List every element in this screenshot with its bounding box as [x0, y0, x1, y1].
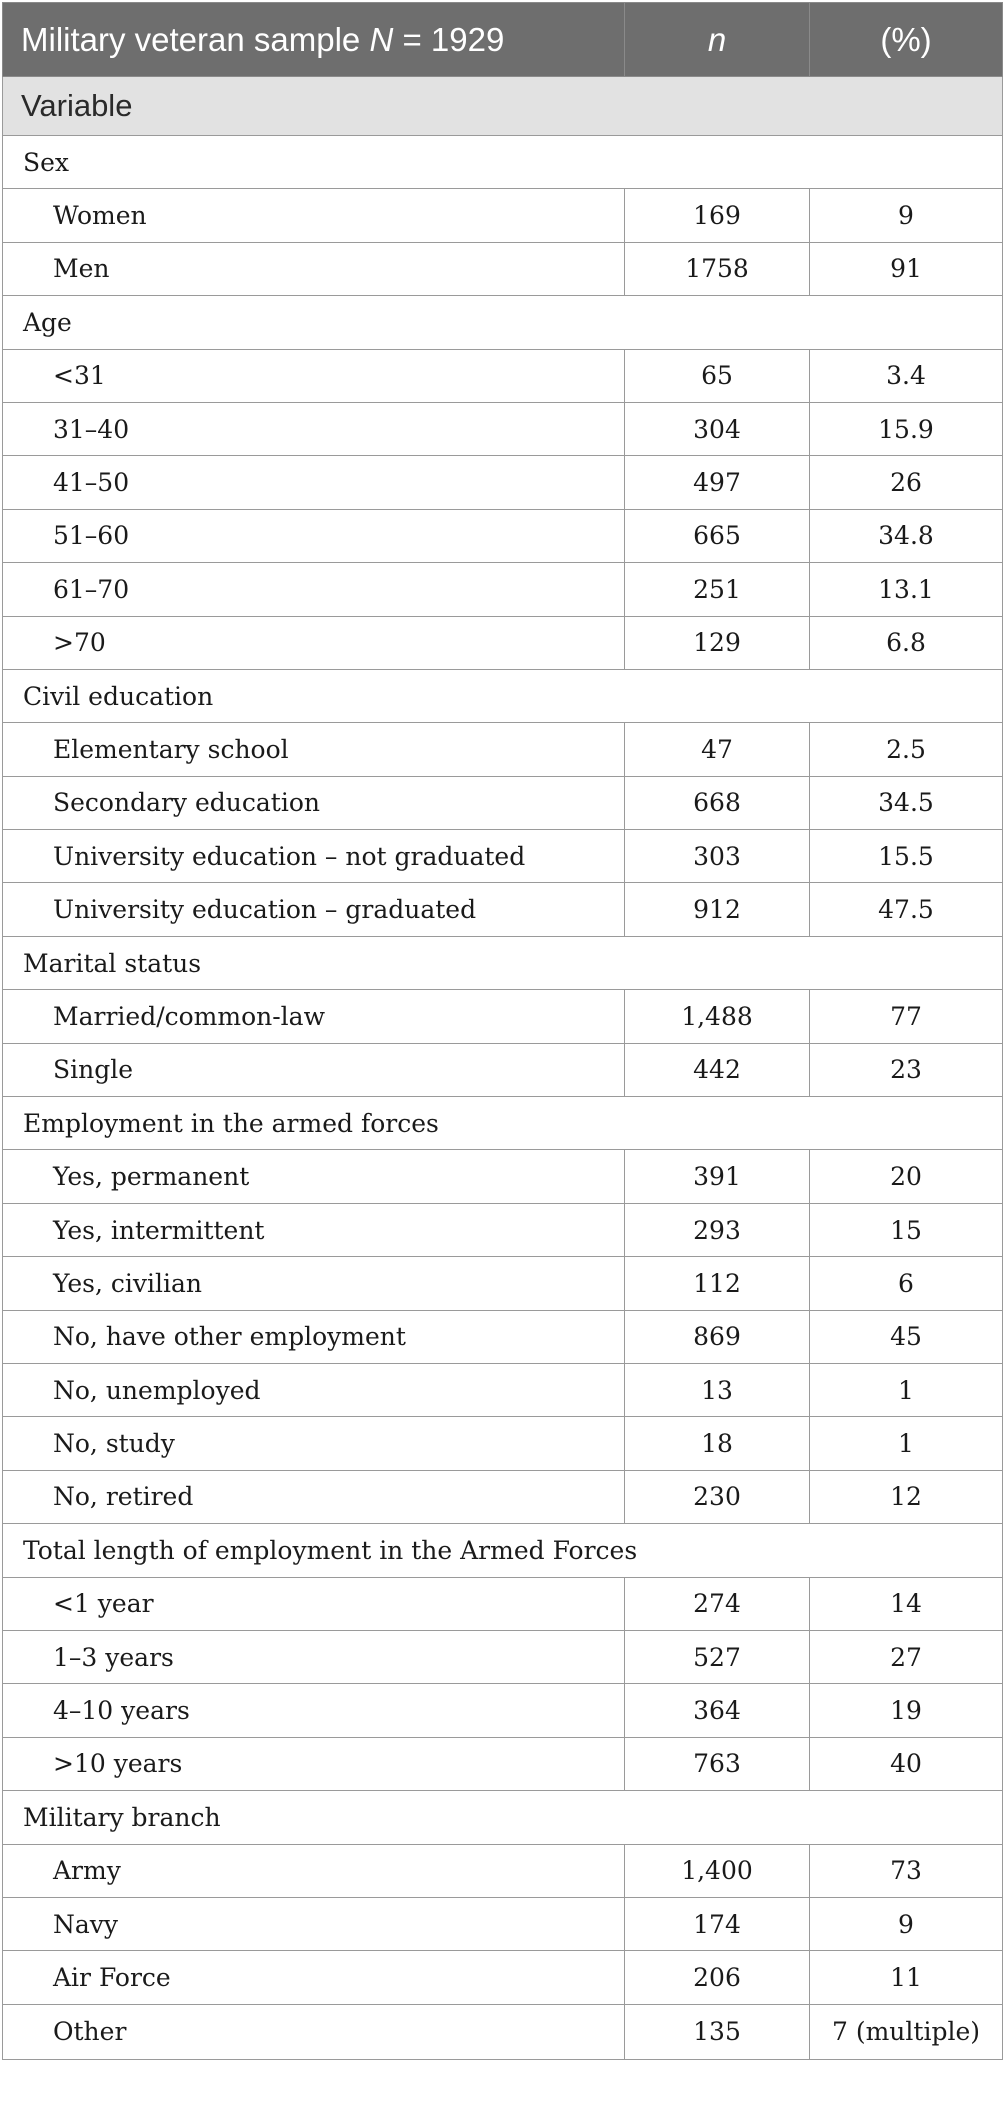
row-percent-value: 47.5	[810, 883, 1003, 936]
row-percent-value: 6	[810, 1257, 1003, 1310]
table-body	[3, 77, 1003, 2060]
row-label: Single	[3, 1043, 625, 1096]
row-label: Yes, permanent	[3, 1150, 625, 1203]
table-row	[3, 1150, 1003, 1203]
table-header	[3, 3, 1003, 77]
table-row	[3, 1684, 1003, 1737]
row-n-value: 1758	[625, 242, 810, 295]
row-percent-value: 15.5	[810, 830, 1003, 883]
row-percent-value: 2.5	[810, 723, 1003, 776]
header-sample-title	[3, 3, 625, 77]
table-row	[3, 1577, 1003, 1630]
table-row	[3, 1043, 1003, 1096]
group-label: Total length of employment in the Armed Forces	[3, 1524, 1003, 1577]
row-n-value: 364	[625, 1684, 810, 1737]
row-percent-value: 15	[810, 1203, 1003, 1256]
table-row	[3, 830, 1003, 883]
row-label: No, unemployed	[3, 1363, 625, 1416]
row-label: <31	[3, 349, 625, 402]
group-row	[3, 1524, 1003, 1577]
row-label: Secondary education	[3, 776, 625, 829]
table-row	[3, 349, 1003, 402]
table-row	[3, 402, 1003, 455]
table-row	[3, 616, 1003, 669]
row-percent-value: 73	[810, 1844, 1003, 1897]
row-n-value: 527	[625, 1630, 810, 1683]
row-percent-value: 14	[810, 1577, 1003, 1630]
table-row	[3, 1844, 1003, 1897]
row-label: 4–10 years	[3, 1684, 625, 1737]
row-label: Navy	[3, 1897, 625, 1950]
row-percent-value: 19	[810, 1684, 1003, 1737]
row-percent-value: 77	[810, 990, 1003, 1043]
group-label: Marital status	[3, 936, 1003, 989]
row-n-value: 391	[625, 1150, 810, 1203]
group-row	[3, 296, 1003, 349]
row-percent-value: 34.8	[810, 509, 1003, 562]
row-n-value: 230	[625, 1470, 810, 1523]
table-row	[3, 189, 1003, 242]
row-label: Elementary school	[3, 723, 625, 776]
row-percent-value: 6.8	[810, 616, 1003, 669]
row-percent-value: 26	[810, 456, 1003, 509]
group-label: Age	[3, 296, 1003, 349]
group-row	[3, 136, 1003, 189]
table-row	[3, 1630, 1003, 1683]
row-n-value: 129	[625, 616, 810, 669]
row-n-value: 293	[625, 1203, 810, 1256]
row-n-value: 65	[625, 349, 810, 402]
row-n-value: 497	[625, 456, 810, 509]
table-row	[3, 1417, 1003, 1470]
row-percent-value: 34.5	[810, 776, 1003, 829]
row-label: Yes, civilian	[3, 1257, 625, 1310]
row-label: University education – not graduated	[3, 830, 625, 883]
row-n-value: 869	[625, 1310, 810, 1363]
row-n-value: 763	[625, 1737, 810, 1790]
row-n-value: 13	[625, 1363, 810, 1416]
table-row	[3, 563, 1003, 616]
row-percent-value: 20	[810, 1150, 1003, 1203]
row-n-value: 912	[625, 883, 810, 936]
row-n-value: 206	[625, 1951, 810, 2004]
table-row	[3, 776, 1003, 829]
header-row	[3, 3, 1003, 77]
row-percent-value: 7 (multiple)	[810, 2004, 1003, 2059]
table-row	[3, 1310, 1003, 1363]
table-row	[3, 1203, 1003, 1256]
variable-header-row	[3, 77, 1003, 136]
header-title-N: N	[369, 20, 394, 58]
row-percent-value: 23	[810, 1043, 1003, 1096]
group-row	[3, 669, 1003, 722]
table-row	[3, 2004, 1003, 2059]
row-percent-value: 45	[810, 1310, 1003, 1363]
row-label: No, retired	[3, 1470, 625, 1523]
row-percent-value: 11	[810, 1951, 1003, 2004]
header-percent: (%)	[810, 3, 1003, 77]
row-label: >10 years	[3, 1737, 625, 1790]
group-row	[3, 1791, 1003, 1844]
row-n-value: 135	[625, 2004, 810, 2059]
row-n-value: 174	[625, 1897, 810, 1950]
group-label: Civil education	[3, 669, 1003, 722]
table-row	[3, 1257, 1003, 1310]
row-label: 61–70	[3, 563, 625, 616]
row-label: 31–40	[3, 402, 625, 455]
row-percent-value: 9	[810, 1897, 1003, 1950]
row-percent-value: 13.1	[810, 563, 1003, 616]
row-percent-value: 9	[810, 189, 1003, 242]
row-label: Married/common-law	[3, 990, 625, 1043]
table-row	[3, 456, 1003, 509]
row-label: Yes, intermittent	[3, 1203, 625, 1256]
row-percent-value: 1	[810, 1363, 1003, 1416]
row-label: No, have other employment	[3, 1310, 625, 1363]
table-row	[3, 1470, 1003, 1523]
row-n-value: 1,488	[625, 990, 810, 1043]
row-label: No, study	[3, 1417, 625, 1470]
row-n-value: 442	[625, 1043, 810, 1096]
row-label: 1–3 years	[3, 1630, 625, 1683]
row-label: 41–50	[3, 456, 625, 509]
row-n-value: 251	[625, 563, 810, 616]
row-label: >70	[3, 616, 625, 669]
row-n-value: 112	[625, 1257, 810, 1310]
row-n-value: 169	[625, 189, 810, 242]
group-label: Sex	[3, 136, 1003, 189]
header-n: n	[625, 3, 810, 77]
row-label: Army	[3, 1844, 625, 1897]
row-n-value: 18	[625, 1417, 810, 1470]
table-row	[3, 1737, 1003, 1790]
table-row	[3, 723, 1003, 776]
variable-label: Variable	[3, 77, 1003, 136]
header-title-prefix: Military veteran sample	[21, 20, 370, 58]
group-label: Employment in the armed forces	[3, 1097, 1003, 1150]
table-row	[3, 883, 1003, 936]
row-n-value: 668	[625, 776, 810, 829]
header-title-suffix: = 1929	[393, 20, 505, 58]
row-n-value: 303	[625, 830, 810, 883]
row-percent-value: 27	[810, 1630, 1003, 1683]
row-label: Men	[3, 242, 625, 295]
row-label: <1 year	[3, 1577, 625, 1630]
group-row	[3, 936, 1003, 989]
table-row	[3, 1951, 1003, 2004]
row-n-value: 274	[625, 1577, 810, 1630]
row-percent-value: 91	[810, 242, 1003, 295]
row-n-value: 1,400	[625, 1844, 810, 1897]
row-percent-value: 3.4	[810, 349, 1003, 402]
table-container	[2, 2, 1002, 2060]
row-label: 51–60	[3, 509, 625, 562]
row-n-value: 665	[625, 509, 810, 562]
table-row	[3, 242, 1003, 295]
row-n-value: 47	[625, 723, 810, 776]
table-row	[3, 509, 1003, 562]
row-label: Air Force	[3, 1951, 625, 2004]
table-row	[3, 1363, 1003, 1416]
row-n-value: 304	[625, 402, 810, 455]
group-row	[3, 1097, 1003, 1150]
group-label: Military branch	[3, 1791, 1003, 1844]
row-percent-value: 40	[810, 1737, 1003, 1790]
demographics-table	[2, 2, 1003, 2060]
row-label: University education – graduated	[3, 883, 625, 936]
row-percent-value: 1	[810, 1417, 1003, 1470]
row-percent-value: 12	[810, 1470, 1003, 1523]
row-label: Other	[3, 2004, 625, 2059]
table-row	[3, 990, 1003, 1043]
table-row	[3, 1897, 1003, 1950]
row-label: Women	[3, 189, 625, 242]
row-percent-value: 15.9	[810, 402, 1003, 455]
